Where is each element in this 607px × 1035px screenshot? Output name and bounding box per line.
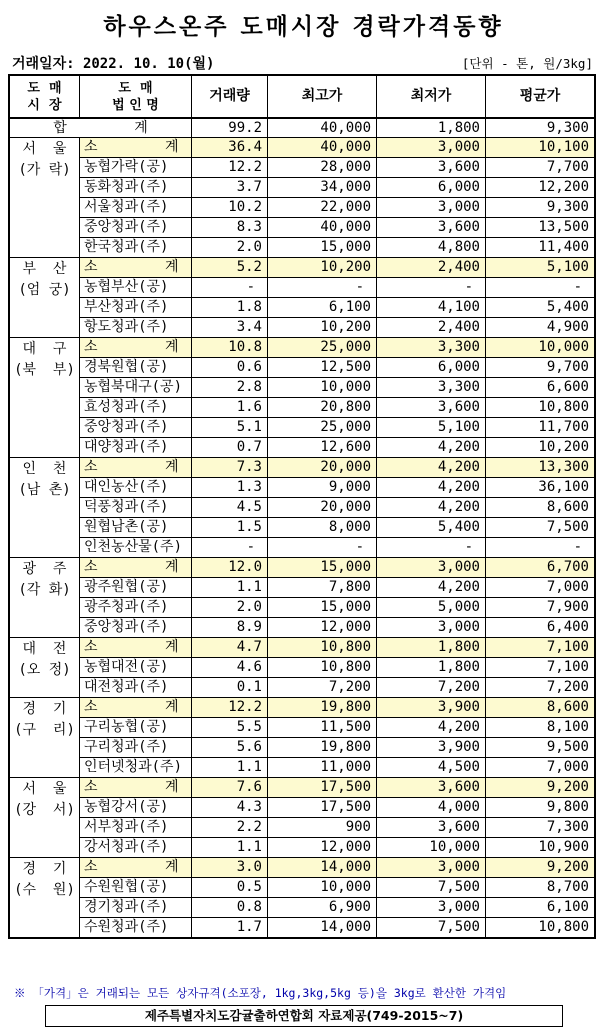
corp-name: 구리청과(주) bbox=[80, 738, 192, 758]
corp-name: 대인농산(주) bbox=[80, 478, 192, 498]
cell-volume: 3.7 bbox=[192, 178, 268, 198]
cell-low: 3,300 bbox=[377, 338, 486, 358]
cell-high: 28,000 bbox=[268, 158, 377, 178]
grand-total-row bbox=[10, 118, 595, 138]
cell-low: - bbox=[377, 278, 486, 298]
corp-name: 원협남촌(공) bbox=[80, 518, 192, 538]
table-row bbox=[10, 838, 595, 858]
subtotal-label: 소 계 bbox=[80, 338, 192, 358]
cell-volume: 4.7 bbox=[192, 638, 268, 658]
cell-high: 7,800 bbox=[268, 578, 377, 598]
cell-low: 3,000 bbox=[377, 618, 486, 638]
cell-high: 22,000 bbox=[268, 198, 377, 218]
grand-total-low: 1,800 bbox=[377, 118, 486, 138]
cell-low: 4,800 bbox=[377, 238, 486, 258]
cell-high: 6,900 bbox=[268, 898, 377, 918]
cell-low: 3,000 bbox=[377, 558, 486, 578]
market-name: 경 기 (수 원) bbox=[10, 858, 80, 938]
cell-high: 6,100 bbox=[268, 298, 377, 318]
cell-avg: 9,200 bbox=[486, 778, 595, 798]
cell-high: 20,000 bbox=[268, 498, 377, 518]
header-market-label: 도 매 시 장 bbox=[27, 80, 62, 113]
table-body bbox=[10, 118, 595, 938]
cell-low: 3,300 bbox=[377, 378, 486, 398]
market-name: 부 산 (엄 궁) bbox=[10, 258, 80, 338]
header-high: 최고가 bbox=[268, 76, 377, 119]
source-credit: 제주특별자치도감귤출하연합회 자료제공(749-2015~7) bbox=[45, 1005, 563, 1027]
cell-volume: - bbox=[192, 278, 268, 298]
cell-volume: 4.3 bbox=[192, 798, 268, 818]
cell-avg: 9,200 bbox=[486, 858, 595, 878]
cell-low: 5,000 bbox=[377, 598, 486, 618]
cell-high: 25,000 bbox=[268, 418, 377, 438]
cell-high: 12,000 bbox=[268, 838, 377, 858]
footnote: ※ 「가격」은 거래되는 모든 상자규격(소포장, 1kg,3kg,5kg 등)을 3kg로 환산한 가격임 bbox=[14, 986, 507, 1000]
cell-high: 19,800 bbox=[268, 738, 377, 758]
table-row bbox=[10, 718, 595, 738]
page-title: 하우스온주 도매시장 경락가격동향 bbox=[103, 14, 504, 40]
cell-avg: 10,100 bbox=[486, 138, 595, 158]
table-row bbox=[10, 738, 595, 758]
cell-avg: 10,800 bbox=[486, 398, 595, 418]
corp-name: 중앙청과(주) bbox=[80, 218, 192, 238]
corp-name: 농협북대구(공) bbox=[80, 378, 192, 398]
cell-high: 10,000 bbox=[268, 878, 377, 898]
cell-avg: 6,400 bbox=[486, 618, 595, 638]
cell-avg: 8,700 bbox=[486, 878, 595, 898]
cell-high: 9,000 bbox=[268, 478, 377, 498]
table-row bbox=[10, 678, 595, 698]
cell-avg: 8,600 bbox=[486, 698, 595, 718]
trade-date: 거래일자: 2022. 10. 10(월) bbox=[12, 56, 215, 72]
cell-volume: 2.2 bbox=[192, 818, 268, 838]
subtotal-row bbox=[10, 258, 595, 278]
table-row bbox=[10, 758, 595, 778]
corp-name: 구리농협(공) bbox=[80, 718, 192, 738]
cell-high: 7,200 bbox=[268, 678, 377, 698]
cell-volume: 10.8 bbox=[192, 338, 268, 358]
grand-total-label: 합 계 bbox=[10, 118, 192, 138]
table-row bbox=[10, 538, 595, 558]
cell-high: 19,800 bbox=[268, 698, 377, 718]
subtotal-row bbox=[10, 778, 595, 798]
cell-avg: 36,100 bbox=[486, 478, 595, 498]
cell-high: 40,000 bbox=[268, 218, 377, 238]
cell-low: 1,800 bbox=[377, 658, 486, 678]
cell-volume: 2.0 bbox=[192, 598, 268, 618]
cell-avg: 6,100 bbox=[486, 898, 595, 918]
subtotal-label: 소 계 bbox=[80, 458, 192, 478]
cell-volume: 0.7 bbox=[192, 438, 268, 458]
cell-low: 5,400 bbox=[377, 518, 486, 538]
cell-volume: 12.2 bbox=[192, 698, 268, 718]
cell-volume: 0.8 bbox=[192, 898, 268, 918]
table-row bbox=[10, 598, 595, 618]
subtotal-label: 소 계 bbox=[80, 138, 192, 158]
table-row bbox=[10, 918, 595, 938]
table-row bbox=[10, 378, 595, 398]
cell-volume: 5.1 bbox=[192, 418, 268, 438]
corp-name: 수원청과(주) bbox=[80, 918, 192, 938]
cell-volume: 2.0 bbox=[192, 238, 268, 258]
subtotal-label: 소 계 bbox=[80, 778, 192, 798]
cell-volume: 5.5 bbox=[192, 718, 268, 738]
subtotal-row bbox=[10, 858, 595, 878]
cell-low: 4,200 bbox=[377, 718, 486, 738]
table-row bbox=[10, 898, 595, 918]
corp-name: 농협가락(공) bbox=[80, 158, 192, 178]
corp-name: 효성청과(주) bbox=[80, 398, 192, 418]
cell-avg: 9,800 bbox=[486, 798, 595, 818]
subtotal-row bbox=[10, 638, 595, 658]
corp-name: 중앙청과(주) bbox=[80, 618, 192, 638]
table-row bbox=[10, 818, 595, 838]
cell-volume: 8.9 bbox=[192, 618, 268, 638]
cell-low: 3,600 bbox=[377, 218, 486, 238]
corp-name: 부산청과(주) bbox=[80, 298, 192, 318]
subtotal-label: 소 계 bbox=[80, 258, 192, 278]
cell-avg: 10,900 bbox=[486, 838, 595, 858]
corp-name: 경기청과(주) bbox=[80, 898, 192, 918]
cell-high: - bbox=[268, 278, 377, 298]
price-table bbox=[9, 75, 595, 938]
table-row bbox=[10, 278, 595, 298]
cell-avg: 6,700 bbox=[486, 558, 595, 578]
cell-high: 17,500 bbox=[268, 778, 377, 798]
table-row bbox=[10, 318, 595, 338]
corp-name: 인천농산물(주) bbox=[80, 538, 192, 558]
corp-name: 인터넷청과(주) bbox=[80, 758, 192, 778]
cell-volume: 1.1 bbox=[192, 578, 268, 598]
cell-low: 7,500 bbox=[377, 878, 486, 898]
market-name: 인 천 (남 촌) bbox=[10, 458, 80, 558]
cell-low: 3,000 bbox=[377, 198, 486, 218]
table-row bbox=[10, 518, 595, 538]
cell-volume: 1.6 bbox=[192, 398, 268, 418]
cell-low: 4,500 bbox=[377, 758, 486, 778]
cell-high: 10,000 bbox=[268, 378, 377, 398]
cell-volume: 3.4 bbox=[192, 318, 268, 338]
cell-volume: 3.0 bbox=[192, 858, 268, 878]
corp-name: 서부청과(주) bbox=[80, 818, 192, 838]
table-row bbox=[10, 298, 595, 318]
corp-name: 대전청과(주) bbox=[80, 678, 192, 698]
cell-high: - bbox=[268, 538, 377, 558]
cell-avg: 7,300 bbox=[486, 818, 595, 838]
table-row bbox=[10, 578, 595, 598]
cell-volume: 2.8 bbox=[192, 378, 268, 398]
corp-name: 광주청과(주) bbox=[80, 598, 192, 618]
cell-avg: 7,000 bbox=[486, 578, 595, 598]
price-table-frame bbox=[8, 74, 596, 939]
cell-low: 3,600 bbox=[377, 398, 486, 418]
cell-high: 15,000 bbox=[268, 598, 377, 618]
cell-high: 11,500 bbox=[268, 718, 377, 738]
cell-avg: 7,100 bbox=[486, 658, 595, 678]
cell-low: 7,500 bbox=[377, 918, 486, 938]
market-name: 대 구 (북 부) bbox=[10, 338, 80, 458]
subtotal-row bbox=[10, 558, 595, 578]
cell-low: 3,900 bbox=[377, 738, 486, 758]
cell-volume: 1.1 bbox=[192, 838, 268, 858]
cell-high: 10,200 bbox=[268, 318, 377, 338]
subtotal-label: 소 계 bbox=[80, 558, 192, 578]
cell-avg: 5,100 bbox=[486, 258, 595, 278]
cell-high: 14,000 bbox=[268, 858, 377, 878]
cell-volume: 4.6 bbox=[192, 658, 268, 678]
corp-name: 덕풍청과(주) bbox=[80, 498, 192, 518]
market-name: 서 울 (강 서) bbox=[10, 778, 80, 858]
cell-avg: 6,600 bbox=[486, 378, 595, 398]
cell-low: 3,600 bbox=[377, 818, 486, 838]
cell-low: 2,400 bbox=[377, 318, 486, 338]
cell-low: 4,000 bbox=[377, 798, 486, 818]
corp-name: 항도청과(주) bbox=[80, 318, 192, 338]
cell-low: 6,000 bbox=[377, 178, 486, 198]
table-row bbox=[10, 878, 595, 898]
cell-volume: 4.5 bbox=[192, 498, 268, 518]
subtotal-label: 소 계 bbox=[80, 698, 192, 718]
table-row bbox=[10, 238, 595, 258]
cell-avg: 10,200 bbox=[486, 438, 595, 458]
corp-name: 농협강서(공) bbox=[80, 798, 192, 818]
cell-high: 25,000 bbox=[268, 338, 377, 358]
cell-high: 12,600 bbox=[268, 438, 377, 458]
table-row bbox=[10, 798, 595, 818]
cell-low: 7,200 bbox=[377, 678, 486, 698]
corp-name: 농협부산(공) bbox=[80, 278, 192, 298]
corp-name: 한국청과(주) bbox=[80, 238, 192, 258]
cell-avg: 8,600 bbox=[486, 498, 595, 518]
cell-volume: 1.5 bbox=[192, 518, 268, 538]
cell-low: 4,200 bbox=[377, 438, 486, 458]
cell-high: 12,000 bbox=[268, 618, 377, 638]
header-market bbox=[10, 76, 80, 119]
cell-volume: 12.0 bbox=[192, 558, 268, 578]
cell-avg: 10,000 bbox=[486, 338, 595, 358]
cell-low: 3,900 bbox=[377, 698, 486, 718]
cell-avg: 10,800 bbox=[486, 918, 595, 938]
table-row bbox=[10, 438, 595, 458]
cell-low: 4,200 bbox=[377, 458, 486, 478]
cell-avg: 7,500 bbox=[486, 518, 595, 538]
cell-high: 14,000 bbox=[268, 918, 377, 938]
cell-high: 34,000 bbox=[268, 178, 377, 198]
cell-avg: 8,100 bbox=[486, 718, 595, 738]
header-corp-label: 도 매 법 인 명 bbox=[112, 80, 159, 113]
header-low: 최저가 bbox=[377, 76, 486, 119]
corp-name: 강서청과(주) bbox=[80, 838, 192, 858]
table-row bbox=[10, 498, 595, 518]
cell-high: 11,000 bbox=[268, 758, 377, 778]
cell-low: 3,000 bbox=[377, 898, 486, 918]
corp-name: 대양청과(주) bbox=[80, 438, 192, 458]
table-row bbox=[10, 418, 595, 438]
cell-volume: 1.1 bbox=[192, 758, 268, 778]
cell-low: 4,100 bbox=[377, 298, 486, 318]
table-row bbox=[10, 178, 595, 198]
cell-low: - bbox=[377, 538, 486, 558]
cell-low: 4,200 bbox=[377, 498, 486, 518]
market-name: 서 울 (가 락) bbox=[10, 138, 80, 258]
cell-avg: 9,500 bbox=[486, 738, 595, 758]
cell-high: 10,800 bbox=[268, 638, 377, 658]
table-row bbox=[10, 398, 595, 418]
cell-low: 4,200 bbox=[377, 478, 486, 498]
cell-avg: 11,700 bbox=[486, 418, 595, 438]
header-volume: 거래량 bbox=[192, 76, 268, 119]
cell-avg: 7,100 bbox=[486, 638, 595, 658]
cell-high: 15,000 bbox=[268, 238, 377, 258]
corp-name: 농협대전(공) bbox=[80, 658, 192, 678]
cell-avg: 7,900 bbox=[486, 598, 595, 618]
header-avg: 평균가 bbox=[486, 76, 595, 119]
cell-avg: 5,400 bbox=[486, 298, 595, 318]
cell-high: 20,800 bbox=[268, 398, 377, 418]
corp-name: 서울청과(주) bbox=[80, 198, 192, 218]
cell-low: 3,600 bbox=[377, 778, 486, 798]
cell-avg: 11,400 bbox=[486, 238, 595, 258]
cell-avg: 13,300 bbox=[486, 458, 595, 478]
table-row bbox=[10, 618, 595, 638]
table-header-row bbox=[10, 76, 595, 119]
cell-avg: 7,700 bbox=[486, 158, 595, 178]
cell-volume: 1.3 bbox=[192, 478, 268, 498]
cell-low: 2,400 bbox=[377, 258, 486, 278]
cell-avg: 4,900 bbox=[486, 318, 595, 338]
cell-volume: 10.2 bbox=[192, 198, 268, 218]
cell-high: 10,800 bbox=[268, 658, 377, 678]
cell-low: 4,200 bbox=[377, 578, 486, 598]
table-row bbox=[10, 218, 595, 238]
cell-high: 900 bbox=[268, 818, 377, 838]
cell-low: 6,000 bbox=[377, 358, 486, 378]
cell-high: 40,000 bbox=[268, 138, 377, 158]
table-row bbox=[10, 358, 595, 378]
table-row bbox=[10, 158, 595, 178]
cell-avg: 7,200 bbox=[486, 678, 595, 698]
cell-volume: 1.7 bbox=[192, 918, 268, 938]
cell-avg: 9,700 bbox=[486, 358, 595, 378]
corp-name: 수원원협(공) bbox=[80, 878, 192, 898]
cell-volume: - bbox=[192, 538, 268, 558]
cell-low: 3,000 bbox=[377, 138, 486, 158]
subtotal-row bbox=[10, 458, 595, 478]
cell-volume: 0.5 bbox=[192, 878, 268, 898]
cell-volume: 5.6 bbox=[192, 738, 268, 758]
cell-high: 15,000 bbox=[268, 558, 377, 578]
cell-high: 10,200 bbox=[268, 258, 377, 278]
cell-low: 5,100 bbox=[377, 418, 486, 438]
cell-volume: 7.3 bbox=[192, 458, 268, 478]
corp-name: 중앙청과(주) bbox=[80, 418, 192, 438]
subtotal-label: 소 계 bbox=[80, 638, 192, 658]
cell-volume: 8.3 bbox=[192, 218, 268, 238]
subtotal-row bbox=[10, 698, 595, 718]
cell-avg: 9,300 bbox=[486, 198, 595, 218]
unit-label: [단위 - 톤, 원/3kg] bbox=[461, 56, 593, 71]
cell-low: 1,800 bbox=[377, 638, 486, 658]
grand-total-volume: 99.2 bbox=[192, 118, 268, 138]
grand-total-avg: 9,300 bbox=[486, 118, 595, 138]
cell-avg: - bbox=[486, 538, 595, 558]
corp-name: 경북원협(공) bbox=[80, 358, 192, 378]
cell-avg: 7,000 bbox=[486, 758, 595, 778]
cell-avg: - bbox=[486, 278, 595, 298]
cell-high: 20,000 bbox=[268, 458, 377, 478]
market-name: 경 기 (구 리) bbox=[10, 698, 80, 778]
table-row bbox=[10, 478, 595, 498]
corp-name: 동화청과(주) bbox=[80, 178, 192, 198]
cell-avg: 13,500 bbox=[486, 218, 595, 238]
cell-volume: 0.6 bbox=[192, 358, 268, 378]
cell-volume: 1.8 bbox=[192, 298, 268, 318]
table-row bbox=[10, 658, 595, 678]
subtotal-row bbox=[10, 338, 595, 358]
cell-high: 17,500 bbox=[268, 798, 377, 818]
cell-volume: 12.2 bbox=[192, 158, 268, 178]
cell-volume: 36.4 bbox=[192, 138, 268, 158]
market-name: 대 전 (오 정) bbox=[10, 638, 80, 698]
grand-total-high: 40,000 bbox=[268, 118, 377, 138]
cell-low: 3,000 bbox=[377, 858, 486, 878]
market-name: 광 주 (각 화) bbox=[10, 558, 80, 638]
cell-low: 3,600 bbox=[377, 158, 486, 178]
cell-volume: 7.6 bbox=[192, 778, 268, 798]
cell-avg: 12,200 bbox=[486, 178, 595, 198]
cell-volume: 0.1 bbox=[192, 678, 268, 698]
table-row bbox=[10, 198, 595, 218]
cell-volume: 5.2 bbox=[192, 258, 268, 278]
subtotal-row bbox=[10, 138, 595, 158]
corp-name: 광주원협(공) bbox=[80, 578, 192, 598]
cell-high: 12,500 bbox=[268, 358, 377, 378]
subtotal-label: 소 계 bbox=[80, 858, 192, 878]
cell-high: 8,000 bbox=[268, 518, 377, 538]
header-corp bbox=[80, 76, 192, 119]
cell-low: 10,000 bbox=[377, 838, 486, 858]
